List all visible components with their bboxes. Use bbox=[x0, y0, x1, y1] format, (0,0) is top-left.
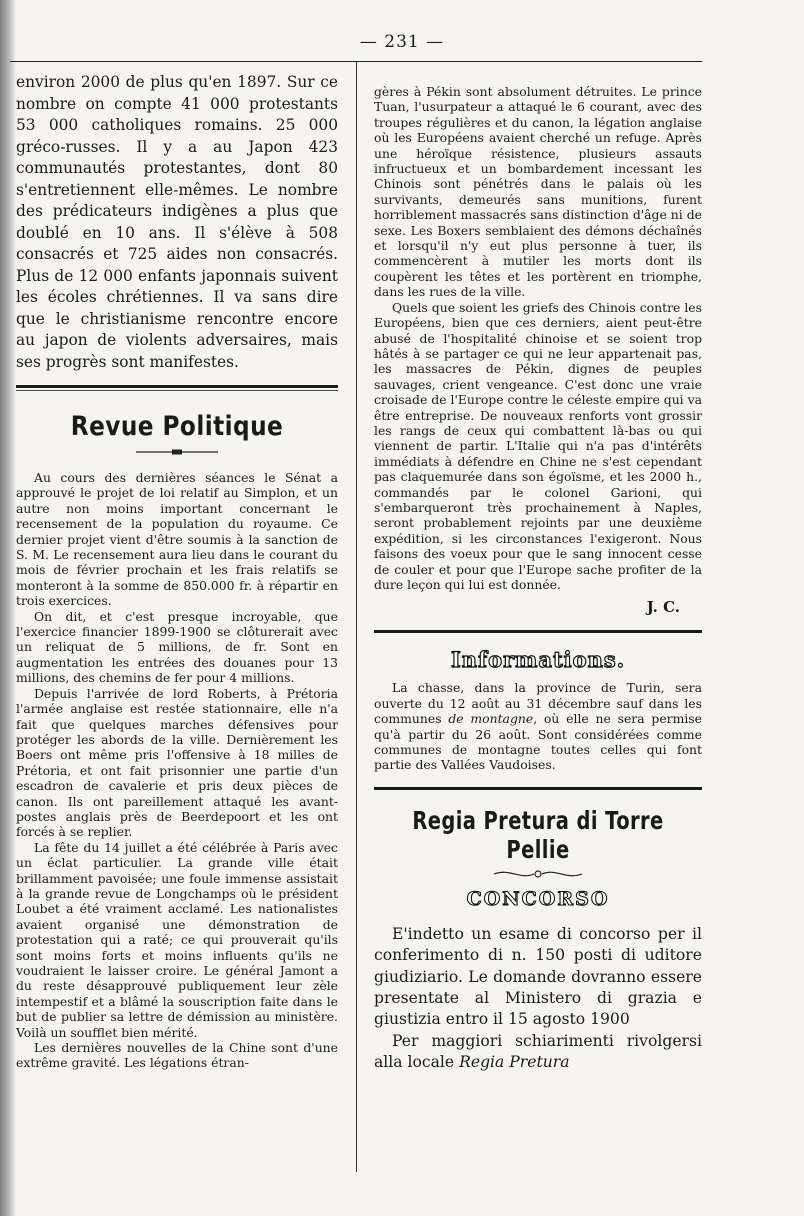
concorso-contact-italic: Regia Pretura bbox=[459, 1053, 570, 1072]
author-signature: J. C. bbox=[646, 598, 680, 617]
hunting-notice-text-end: , où elle ne sera permise qu'à partir du 26 août. Sont considérées comme communes de montagne toutes celles qui font partie des Vallées Vaudoises. bbox=[374, 711, 702, 773]
europe-paragraph: Quels que soient les griefs des Chinois contre les Européens, bien que ces derniers, aient peut-être abusé de l'hospitalité chinoise et se soient trop hâtés à se partager ce qui ne leur appartenait pas, les massacres de Pékin, dignes de peuples sauvages, crient vengeance. C'est donc une vraie croisade de l'Europe contre le céleste empire qui va être entreprise. De nouveaux renforts vont grossir les rangs de ceux qui combattent là-bas ou qui viennent de partir. L'Italie qui n'a pas d'intérêts immédiats à défendre en Chine ne s'est cependant pas claquemurée dans son égoïsme, et les 2000 h., commandés par le colonel Garioni, qui s'embarqueront très prochainement à Naples, seront probablement rejoints par une deuxième expédition, si les circonstances l'exigeront. Nous faisons des voeux pour que le sang innocent cesse de couler et pour que l'Europe sache profiter de la dure leçon qui lui est donnée. bbox=[374, 299, 702, 592]
dash-ornament-icon bbox=[134, 448, 220, 456]
concorso-contact-paragraph bbox=[374, 1031, 702, 1074]
left-column bbox=[16, 72, 338, 1071]
page-number: — 231 — bbox=[359, 32, 445, 52]
china-paragraph-start: Les dernières nouvelles de la Chine sont d'une extrême gravité. Les légations étran- bbox=[16, 1040, 338, 1071]
right-column bbox=[374, 84, 702, 1074]
revue-politique-heading: Revue Politique bbox=[70, 411, 284, 442]
section-rule-thin bbox=[16, 390, 338, 391]
pretoria-paragraph: Depuis l'arrivée de lord Roberts, à Prétoria l'armée anglaise est restée stationnaire, elle n'a fait que quelques marches défensives pour protéger les abords de la ville. Dernièrement les Boers ont même pris l'offensive à 18 milles de Prétoria, et ont fait prisonnier une partie d'un escadron de cavalerie et pris deux pièces de canon. Ils ont pareillement attaqué les avant-postes anglais près de Beerdepoort et les ont forcés à se replier. bbox=[16, 685, 338, 840]
concorso-contact-text: Per maggiori schiarimenti rivolgersi alla locale bbox=[374, 1031, 702, 1072]
flourish-ornament-icon bbox=[490, 868, 586, 880]
hunting-notice-italic: de montagne bbox=[448, 711, 534, 727]
hunting-notice bbox=[374, 680, 702, 772]
concorso-heading: CONCORSO bbox=[466, 887, 610, 910]
paris-paragraph: La fête du 14 juillet a été célébrée à Paris avec un éclat particulier. La grande ville était brillamment pavoisée; une foule immense assistait à la grande revue de Longchamps où le président Loubet a été vraiment acclamé. Les nationalistes avaient organisé une démonstration de protestation qui a raté; ce qui prouverait qu'ils sont moins forts et moins influents qu'ils ne voudraient le laisser croire. Le général Jamont a du reste désapprouvé publiquement leur zèle intempestif et a blâmé la souscription faite dans le but de publier sa lettre de démission au ministère. Voilà un soufflet bien mérité. bbox=[16, 839, 338, 1040]
informations-heading: Informations. bbox=[450, 647, 626, 673]
senate-paragraph: Au cours des dernières séances le Sénat a approuvé le projet de loi relatif au Simplon, et un autre non moins important concernant le recensement de la population du royaume. Ce dernier projet vient d'être soumis à la sanction de S. M. Le recensement aura lieu dans le courant du mois de février prochain et les frais relatifs se monteront à la somme de 850.000 fr. à répartir en trois exercices. bbox=[16, 470, 338, 609]
column-divider bbox=[356, 62, 357, 1172]
concorso-paragraph: E'indetto un esame di concorso per il conferimento di n. 150 posti di uditore giudiziario. Le domande dovranno essere presentate al Ministero di grazia e giustizia entro il 15 agosto 1900 bbox=[374, 924, 702, 1029]
pretura-heading: Regia Pretura di Torre Pellie bbox=[412, 805, 664, 864]
binding-shadow bbox=[0, 0, 16, 1216]
section-rule bbox=[16, 385, 338, 388]
section-rule bbox=[374, 787, 702, 790]
finance-paragraph: On dit, et c'est presque incroyable, que l'exercice financier 1899-1900 se clôturerait avec un reliquat de 5 millions, de fr. Sont en augmentation les entrées des douanes pour 13 millions, des chemins de fer pour 4 millions. bbox=[16, 608, 338, 686]
japan-missions-paragraph: environ 2000 de plus qu'en 1897. Sur ce nombre on compte 41 000 protestants 53 000 catholiques romains. 25 000 gréco-russes. Il y a au Japon 423 communautés protestantes, dont 80 s'entretiennent elle-mêmes. Le nombre des prédicateurs indigènes a plus que doublé en 10 ans. Il s'élève à 508 consacrés et 725 aides non consacrés. Plus de 12 000 enfants japonnais suivent les écoles chrétiennes. Il va sans dire que le christianisme rencontre encore au japon de violents adversaires, mais ses progrès sont manifestes. bbox=[16, 73, 338, 371]
section-rule bbox=[374, 630, 702, 633]
china-paragraph-continued: gères à Pékin sont absolument détruites. Le prince Tuan, l'usurpateur a attaqué le 6 courant, avec des troupes régulières et du canon, la légation anglaise où les Européens avaient cherché un refuge. Après une héroïque résistence, plusieurs assauts infructueux et un bombardement incessant les Chinois sont pénétrés dans le palais où les survivants, demeurés sans munitions, furent horriblement massacrés sans distinction d'âge ni de sexe. Les Boxers semblaient des démons déchaînés et lorsqu'il n'y eut plus personne à tuer, ils commencèrent à mutiler les morts dont ils coupèrent les têtes et les portèrent en triomphe, dans les rues de la ville. bbox=[374, 84, 702, 300]
hunting-notice-text: La chasse, dans la province de Turin, sera ouverte du 12 août au 31 décembre sauf dans les communes bbox=[374, 680, 702, 727]
